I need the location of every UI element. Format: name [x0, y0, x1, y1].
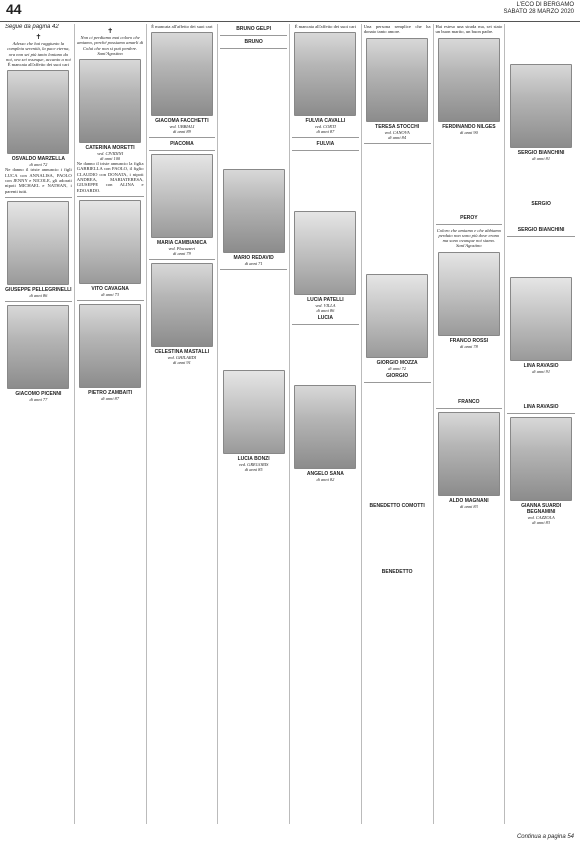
divider [364, 382, 431, 383]
deceased-age: di anni 85 [244, 467, 263, 472]
deceased-age: di anni 84 [388, 134, 407, 140]
page-number: 44 [6, 1, 22, 17]
portrait-photo [294, 385, 356, 469]
divider [5, 301, 72, 302]
deceased-name: GIACOMA FACCHETTI [155, 118, 209, 125]
deceased-name: CELESTINA MASTALLI [154, 349, 210, 356]
deceased-name: LUCIA PATELLI [307, 297, 344, 304]
deceased-name: LINA RAVASIO [523, 363, 559, 369]
portrait-photo [438, 412, 500, 496]
portrait-photo [7, 201, 69, 285]
divider [364, 143, 431, 144]
obituary-text: Hai esteso una strada ma, sei stato un buon marito, un buon padre. [435, 24, 503, 35]
portrait-photo [79, 59, 141, 143]
deceased-name: SERGIO BIANCHINI [517, 227, 565, 233]
obituary-intro: È mancata all'affetto dei suoi cari [7, 62, 70, 68]
deceased-name-sub: ved. VILLA [315, 303, 336, 309]
masthead [504, 2, 574, 16]
column-2 [75, 24, 147, 824]
column-6 [362, 24, 434, 824]
portrait-photo [79, 304, 141, 388]
deceased-age: di anni 86 [316, 308, 335, 314]
deceased-name: BRUNO [244, 39, 263, 45]
deceased-name: ALDO MAGNANI [449, 497, 489, 504]
portrait-photo [510, 277, 572, 361]
paper-name: L'ECO DI BERGAMO [516, 2, 574, 8]
cross-icon: ✝ [35, 33, 42, 41]
deceased-name: OSVALDO MARZELLA [11, 156, 65, 163]
deceased-name: PIACOMA [170, 141, 194, 148]
obituary-quote: Coloro che amiamo e che abbiamo perduto non sono più dove erano ma sono ovunque noi siamo. [436, 227, 501, 244]
deceased-name: GIACOMO PICENNI [15, 390, 62, 397]
deceased-name-sub: ved. CIVIDINI [97, 151, 124, 157]
deceased-name: BENEDETTO [381, 568, 413, 575]
portrait-photo [510, 417, 572, 501]
divider [507, 413, 575, 414]
issue-date: SABATO 28 MARZO 2020 [503, 9, 574, 15]
divider [149, 150, 216, 151]
portrait-photo [294, 211, 356, 295]
obituary-grid [3, 24, 577, 824]
deceased-age: di anni 71 [244, 261, 263, 266]
deceased-age: di anni 79 [172, 251, 191, 257]
deceased-name: FRANCO ROSSI [449, 337, 489, 344]
deceased-age: di anni 90 [459, 129, 478, 135]
portrait-photo [151, 154, 213, 238]
column-1 [3, 24, 75, 824]
obituary-text: Una persona semplice che ha donato tanto amore. [363, 24, 431, 35]
deceased-name: MARIO REDAVID [233, 255, 274, 261]
continued-to: Continua a pagina 54 [516, 834, 574, 840]
deceased-name: LUCIA BONZI [237, 456, 270, 462]
deceased-name-sub: ved. Placuzzeri [168, 246, 196, 252]
portrait-photo [438, 252, 500, 336]
divider [149, 259, 216, 260]
portrait-photo [151, 32, 213, 116]
column-4 [218, 24, 290, 824]
deceased-name: PIETRO ZAMBAITI [88, 389, 133, 396]
cross-icon: ✝ [107, 27, 114, 35]
deceased-name: SERGIO BIANCHINI [517, 150, 565, 156]
divider [77, 300, 144, 301]
deceased-age: di anni 87 [101, 395, 120, 401]
divider [292, 137, 359, 138]
deceased-age: di anni 83 [532, 520, 551, 525]
deceased-name: BRUNO GELPI [236, 26, 271, 32]
deceased-name-sub: ved. GREGORIS [238, 462, 269, 467]
deceased-age: di anni 77 [29, 396, 48, 402]
divider [77, 196, 144, 197]
deceased-age: di anni 73 [101, 291, 120, 297]
deceased-age: di anni 83 [459, 503, 478, 509]
divider [436, 224, 503, 225]
portrait-photo [510, 64, 572, 148]
deceased-age: di anni 100 [100, 156, 121, 162]
deceased-name: BENEDETTO COMOTTI [369, 502, 425, 509]
obituary-intro: È mancata all'affetto dei suoi cari [294, 24, 357, 29]
deceased-name-sub: ved. UBBIALI [169, 124, 195, 130]
portrait-photo [79, 200, 141, 284]
deceased-name-sub: ved. CORTI [314, 124, 336, 130]
deceased-name-sub: ved. CANOVA [384, 129, 410, 135]
deceased-name: CATERINA MORETTI [85, 145, 135, 152]
deceased-age: di anni 72 [388, 365, 407, 371]
column-3 [147, 24, 219, 824]
deceased-age: di anni 86 [29, 292, 48, 298]
deceased-name-sub: ved. GHILARDI [167, 355, 197, 361]
deceased-age: di anni 89 [172, 129, 191, 135]
portrait-photo [223, 169, 285, 253]
portrait-photo [366, 38, 428, 122]
column-5 [290, 24, 362, 824]
deceased-name: GIORGIO [386, 372, 409, 379]
divider [220, 269, 287, 270]
quote-author: Sant'Agostino [97, 50, 123, 56]
deceased-name: FULVIA CAVALLI [305, 118, 346, 125]
deceased-name: ANGELO SANA [306, 471, 344, 478]
page-header [0, 0, 580, 22]
deceased-name: FRANCO [458, 398, 480, 405]
deceased-name: LINA RAVASIO [523, 404, 559, 410]
deceased-name: FERDINANDO NILGES [442, 123, 496, 130]
header-rule [0, 21, 580, 22]
deceased-name: GIANNA SUARDI BEGNAMINI [521, 503, 562, 515]
portrait-photo [223, 370, 285, 454]
divider [292, 324, 359, 325]
deceased-name: PEROY [460, 214, 478, 221]
deceased-age: di anni 91 [172, 360, 191, 366]
deceased-name: GIORGIO MOZZA [376, 359, 418, 366]
divider [5, 197, 72, 198]
deceased-age: di anni 81 [532, 156, 551, 161]
deceased-age: di anni 91 [532, 369, 551, 374]
obituary-intro: È mancata all'affetto dei suoi cari [151, 24, 213, 29]
portrait-photo [7, 305, 69, 389]
divider [292, 150, 359, 151]
portrait-photo [151, 263, 213, 347]
deceased-age: di anni 72 [29, 162, 48, 168]
quote-author: Sant'Agostino [456, 243, 482, 249]
divider [149, 137, 216, 138]
deceased-name-sub: ved. CAZZOLA [527, 515, 555, 520]
portrait-photo [366, 274, 428, 358]
divider [507, 236, 575, 237]
deceased-age: di anni 82 [316, 477, 335, 483]
deceased-name: FULVIA [316, 141, 335, 148]
obituary-quote: Adesso che hai raggiunto la completa serenità, la pace eterna, ora non sei più tanto lontano da noi, ora sei ovunque, accanto a noi [5, 41, 71, 62]
deceased-name: VITO CAVAGNA [91, 285, 129, 292]
divider [436, 408, 503, 409]
portrait-photo [438, 38, 500, 122]
deceased-age: di anni 87 [316, 129, 335, 135]
column-8 [505, 24, 577, 824]
obituary-quote: Non ci perdiamo mai coloro che amiamo, perché possiamo amarli di Colui che non si può perdere. [77, 35, 144, 51]
portrait-photo [294, 32, 356, 116]
divider [220, 35, 287, 36]
deceased-name: MARIA CAMBIANICA [156, 240, 207, 247]
continued-from: Segue da pagina 42 [5, 24, 59, 30]
deceased-age: di anni 78 [459, 343, 478, 349]
deceased-name: TERESA STOCCHI [375, 123, 420, 130]
deceased-name: GIUSEPPE PELLEGRINELLI [5, 286, 72, 293]
deceased-name: LUCIA [317, 315, 334, 322]
obituary-text: Ne danno il triste annuncio la figlia GABRIELLA con PAOLO, il figlio CLAUDIO con DONATA, i nipoti ANDREA, MARIATERESA, GIUSEPPE con ALINA e EDOARDO. [76, 161, 144, 193]
portrait-photo [7, 70, 69, 154]
obituary-text: Ne danno il triste annuncio i figli LUCA con ANNALISA, PAOLO con JENNY e NICOLE, gli adorati nipoti MICHAEL e NATHAN, i parenti tutti. [5, 167, 72, 194]
divider [220, 48, 287, 49]
deceased-name: SERGIO [531, 201, 551, 207]
column-7 [434, 24, 506, 824]
